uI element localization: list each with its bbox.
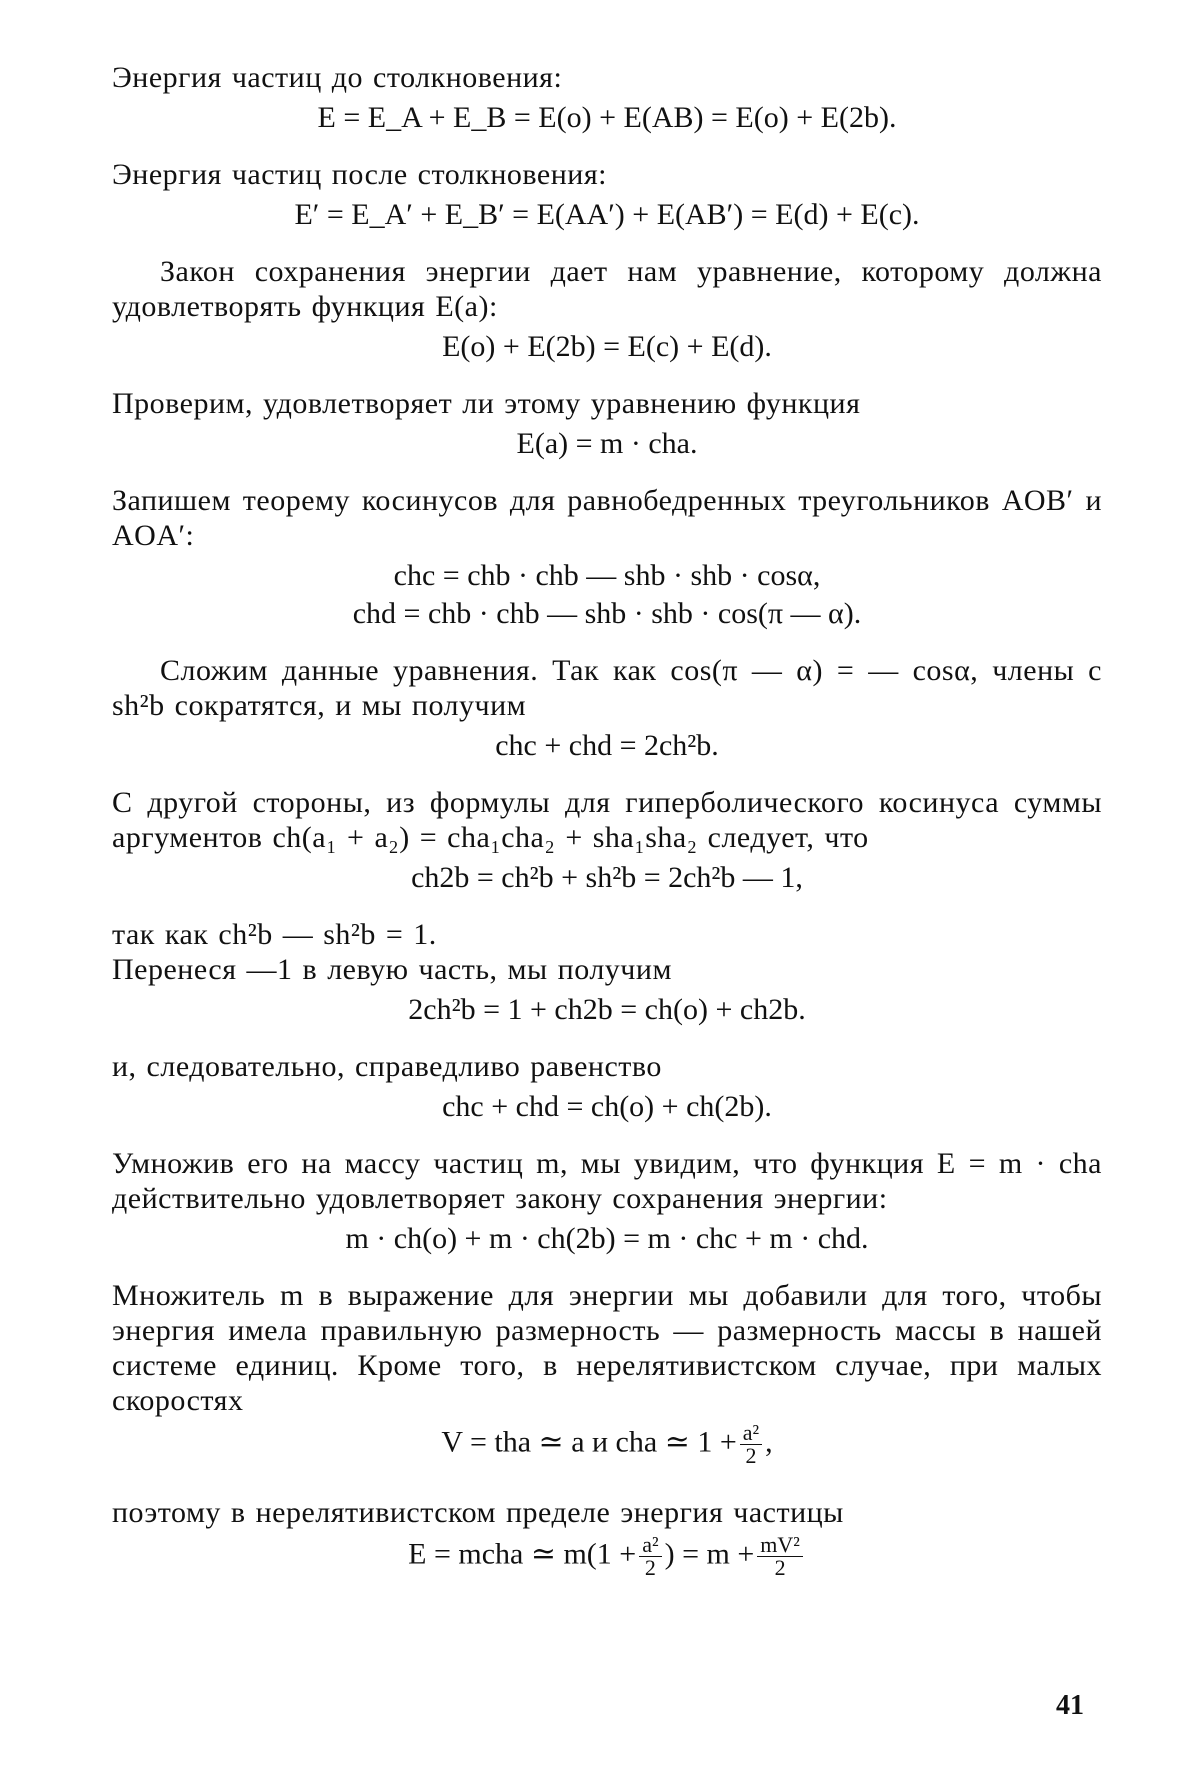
fraction-denominator: 2 <box>644 1555 656 1580</box>
equation-chd: chd = chb · chb — shb · shb · cos(π — α). <box>352 597 862 630</box>
equation-ch2b: ch2b = ch²b + sh²b = 2ch²b — 1, <box>411 861 803 894</box>
equation-energy-function: E(a) = m · cha. <box>516 427 698 460</box>
equation-2ch2b: 2ch²b = 1 + ch2b = ch(o) + ch2b. <box>408 993 806 1026</box>
paragraph-since: так как ch²b — sh²b = 1. <box>112 918 437 951</box>
fraction-numerator: mV² <box>757 1534 803 1557</box>
paragraph-move-minus-one: Перенеся —1 в левую часть, мы получим <box>112 953 672 986</box>
equation-energy-after: E′ = E_A′ + E_B′ = E(AA′) + E(AB′) = E(d) + E(c). <box>294 198 920 231</box>
equation-chc: chc = chb · chb — shb · shb · cosα, <box>393 559 821 592</box>
paragraph-conservation-law: Закон сохранения энергии дает нам уравнение, которому должна удовлетворять функция E(a): <box>112 255 1102 323</box>
paragraph-check-function: Проверим, удовлетворяет ли этому уравнению функция <box>112 387 861 420</box>
paragraph-energy-after: Энергия частиц после столкновения: <box>112 158 607 191</box>
paragraph-cosine-theorem: Запишем теорему косинусов для равнобедренных треугольников AOB′ и AOA′: <box>112 484 1102 552</box>
equation-small-velocity-right: , <box>765 1425 773 1459</box>
equation-part-2: ) = m + <box>664 1537 755 1571</box>
page-number: 41 <box>1056 1690 1084 1721</box>
text-column <box>112 60 1102 1585</box>
equation-nonrelativistic-energy <box>112 1534 1102 1579</box>
equation-small-velocity-left: V = tha ≃ a и cha ≃ 1 + <box>441 1425 737 1459</box>
fraction-mv2-over-2 <box>757 1534 803 1579</box>
fraction-a2-over-2 <box>740 1422 762 1467</box>
equation-mass-conservation: m · ch(o) + m · ch(2b) = m · chc + m · chd. <box>345 1222 869 1255</box>
fraction-denominator: 2 <box>774 1555 786 1580</box>
paragraph-hyperbolic-cosine: С другой стороны, из формулы для гиперболического косинуса суммы аргументов ch(a₁ + a₂) = cha₁cha₂ + sha₁sha₂ следует, что <box>112 786 1102 854</box>
paragraph-multiply-mass: Умножив его на массу частиц m, мы увидим, что функция E = m · cha действительно удовлетворяет закону сохранения энергии: <box>112 1147 1102 1215</box>
fraction-numerator: a² <box>740 1422 762 1445</box>
equation-equality: chc + chd = ch(o) + ch(2b). <box>442 1090 772 1123</box>
paragraph-add-equations: Сложим данные уравнения. Так как cos(π — α) = — cosα, члены с sh²b сократятся, и мы получим <box>112 654 1102 722</box>
equation-small-velocity <box>112 1422 1102 1467</box>
paragraph-nonrelativistic-limit: поэтому в нерелятивистском пределе энергия частицы <box>112 1496 844 1529</box>
equation-conservation: E(o) + E(2b) = E(c) + E(d). <box>442 330 772 363</box>
fraction-denominator: 2 <box>745 1443 757 1468</box>
paragraph-therefore: и, следовательно, справедливо равенство <box>112 1050 662 1083</box>
equation-sum-ch: chc + chd = 2ch²b. <box>495 729 719 762</box>
paragraph-energy-before: Энергия частиц до столкновения: <box>112 61 563 94</box>
equation-energy-before: E = E_A + E_B = E(o) + E(AB) = E(o) + E(2b). <box>317 101 897 134</box>
equation-part-1: E = mcha ≃ m(1 + <box>408 1537 637 1571</box>
fraction-numerator: a² <box>639 1534 661 1557</box>
paragraph-multiplier-m: Множитель m в выражение для энергии мы добавили для того, чтобы энергия имела правильную размерность — размерность массы в нашей системе единиц. Кроме того, в нерелятивистском случае, при малых скоростях <box>112 1279 1102 1417</box>
fraction-a2-over-2 <box>639 1534 661 1579</box>
